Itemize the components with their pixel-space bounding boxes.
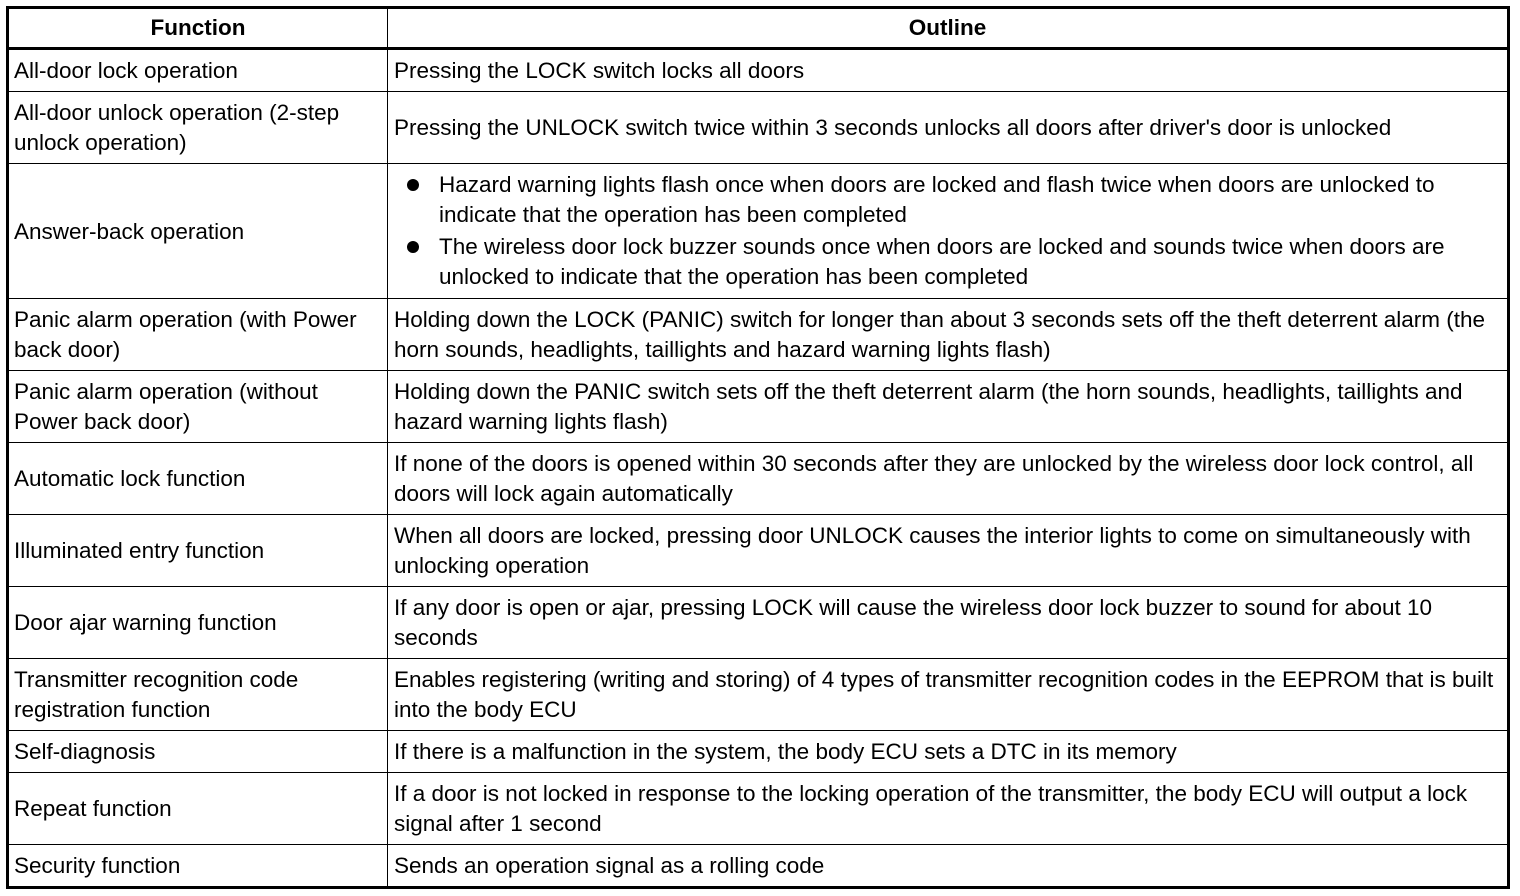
outline-cell: If none of the doors is opened within 30 seconds after they are unlocked by the wireless door lock control, all doors will lock again automatically bbox=[388, 443, 1509, 515]
outline-cell: If any door is open or ajar, pressing LOCK will cause the wireless door lock buzzer to sound for about 10 seconds bbox=[388, 587, 1509, 659]
table-row-illuminated-entry bbox=[8, 515, 1509, 587]
function-cell: All-door lock operation bbox=[8, 49, 388, 92]
bullet-list bbox=[394, 170, 1501, 292]
outline-cell: When all doors are locked, pressing door UNLOCK causes the interior lights to come on simultaneously with unlocking operation bbox=[388, 515, 1509, 587]
function-cell: Self-diagnosis bbox=[8, 731, 388, 773]
function-outline-table bbox=[6, 6, 1510, 889]
table-row-all-door-unlock bbox=[8, 92, 1509, 164]
outline-cell: If a door is not locked in response to the locking operation of the transmitter, the body ECU will output a lock signal after 1 second bbox=[388, 773, 1509, 845]
table-row-panic-without-power-back-door bbox=[8, 371, 1509, 443]
table-row-transmitter-registration bbox=[8, 659, 1509, 731]
header-row bbox=[8, 8, 1509, 49]
bullet-icon bbox=[407, 179, 419, 191]
outline-cell: Enables registering (writing and storing) of 4 types of transmitter recognition codes in the EEPROM that is built into the body ECU bbox=[388, 659, 1509, 731]
table-row-all-door-lock bbox=[8, 49, 1509, 92]
function-cell: Security function bbox=[8, 845, 388, 888]
function-cell: Illuminated entry function bbox=[8, 515, 388, 587]
list-item-text: The wireless door lock buzzer sounds once when doors are locked and sounds twice when doors are unlocked to indicate that the operation has been completed bbox=[439, 234, 1445, 289]
header-outline: Outline bbox=[388, 8, 1509, 49]
outline-cell: Sends an operation signal as a rolling code bbox=[388, 845, 1509, 888]
table-row-answer-back bbox=[8, 164, 1509, 299]
table-row-door-ajar-warning bbox=[8, 587, 1509, 659]
outline-cell bbox=[388, 164, 1509, 299]
function-cell: Automatic lock function bbox=[8, 443, 388, 515]
outline-cell: Holding down the PANIC switch sets off the theft deterrent alarm (the horn sounds, headlights, taillights and hazard warning lights flash) bbox=[388, 371, 1509, 443]
table-row-security-function bbox=[8, 845, 1509, 888]
function-cell: Door ajar warning function bbox=[8, 587, 388, 659]
outline-cell: If there is a malfunction in the system, the body ECU sets a DTC in its memory bbox=[388, 731, 1509, 773]
list-item bbox=[439, 232, 1501, 292]
header-function: Function bbox=[8, 8, 388, 49]
list-item bbox=[439, 170, 1501, 230]
table-row-panic-with-power-back-door bbox=[8, 299, 1509, 371]
table-row-repeat-function bbox=[8, 773, 1509, 845]
function-cell: Repeat function bbox=[8, 773, 388, 845]
outline-cell: Holding down the LOCK (PANIC) switch for longer than about 3 seconds sets off the theft deterrent alarm (the horn sounds, headlights, taillights and hazard warning lights flash) bbox=[388, 299, 1509, 371]
function-cell: All-door unlock operation (2-step unlock operation) bbox=[8, 92, 388, 164]
list-item-text: Hazard warning lights flash once when doors are locked and flash twice when doors are unlocked to indicate that the operation has been completed bbox=[439, 172, 1435, 227]
table-row-self-diagnosis bbox=[8, 731, 1509, 773]
function-cell: Panic alarm operation (without Power back door) bbox=[8, 371, 388, 443]
function-cell: Answer-back operation bbox=[8, 164, 388, 299]
function-cell: Panic alarm operation (with Power back door) bbox=[8, 299, 388, 371]
function-cell: Transmitter recognition code registration function bbox=[8, 659, 388, 731]
bullet-icon bbox=[407, 241, 419, 253]
outline-cell: Pressing the UNLOCK switch twice within 3 seconds unlocks all doors after driver's door is unlocked bbox=[388, 92, 1509, 164]
table-row-automatic-lock bbox=[8, 443, 1509, 515]
outline-cell: Pressing the LOCK switch locks all doors bbox=[388, 49, 1509, 92]
